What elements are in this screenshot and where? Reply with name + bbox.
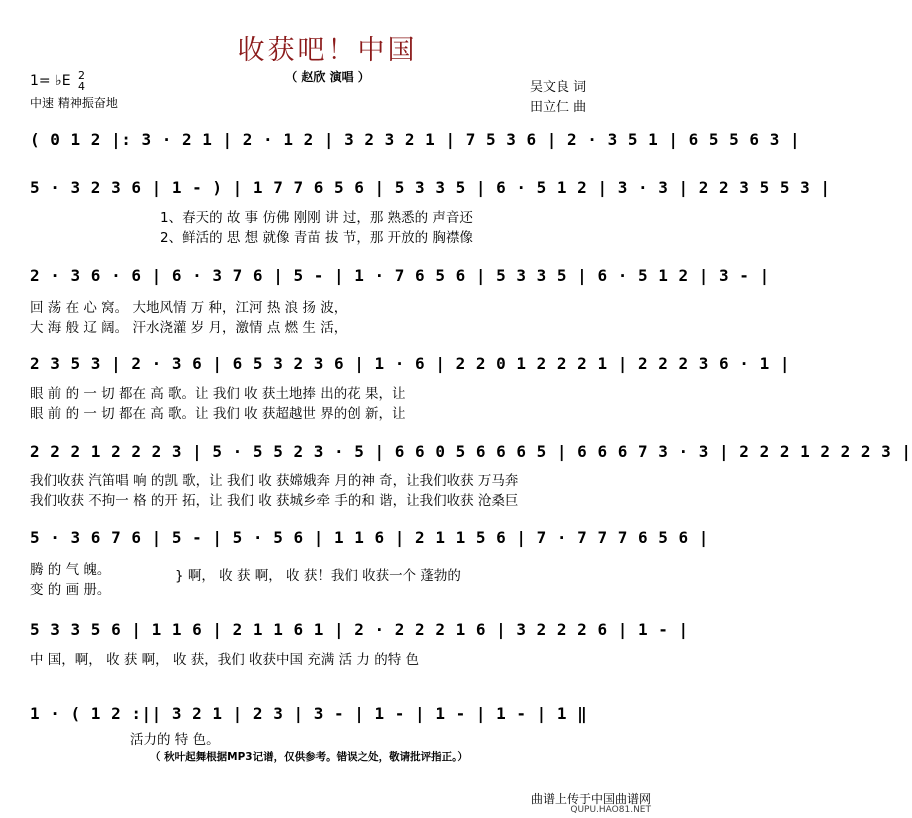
lyric-line-6a: 腾 的 气 魄。 (30, 562, 111, 578)
score-line-8: 1 · ( 1 2 :|| 3 2 1 | 2 3 | 3 - | 1 - | 1 - | 1 - | 1 ‖ (30, 704, 588, 723)
lyric-line-6c: } 啊， 收 获 啊， 收 获！我们 收获一个 蓬勃的 (175, 568, 461, 584)
watermark-site: 曲谱上传于中国曲谱网 (530, 792, 651, 806)
score-line-2: 5 · 3 2 3 6 | 1 - ) | 1 7 7 6 5 6 | 5 3 3 5 | 6 · 5 1 2 | 3 · 3 | 2 2 3 5 5 3 | (30, 178, 831, 197)
lyric-line-7: 中 国，啊， 收 获 啊， 收 获，我们 收获中国 充满 活 力 的特 色 (30, 652, 419, 668)
time-bottom: 4 (78, 80, 85, 93)
score-line-4: 2 3 5 3 | 2 · 3 6 | 6 5 3 2 3 6 | 1 · 6 | 2 2 0 1 2 2 2 1 | 2 2 2 3 6 · 1 | (30, 354, 790, 373)
watermark-url: QUPU.HAO81.NET (570, 805, 651, 815)
page-title: 收获吧！中国 (237, 35, 418, 66)
singer-credit: （ 赵欣 演唱 ） (285, 70, 370, 84)
transcription-note: （ 秋叶起舞根据MP3记谱，仅供参考。错误之处，敬请批评指正。） (150, 751, 468, 763)
key-signature (30, 70, 85, 92)
score-line-1: ( 0 1 2 |: 3 · 2 1 | 2 · 1 2 | 3 2 3 2 1 | 7 5 3 6 | 2 · 3 5 1 | 6 5 5 6 3 | (30, 130, 801, 149)
lyric-line-5b: 我们收获 不拘一 格 的开 拓，让 我们 收 获城乡牵 手的和 谐，让我们收获 沧桑巨 (30, 493, 519, 509)
lyric-line-2b: 2、鲜活的 思 想 就像 青苗 拔 节，那 开放的 胸襟像 (160, 230, 473, 246)
lyric-line-3a: 回 荡 在 心 窝。 大地风情 万 种，江河 热 浪 扬 波， (30, 300, 348, 316)
time-top: 2 (78, 69, 85, 82)
tempo-marking: 中速 精神振奋地 (30, 96, 118, 110)
score-line-6: 5 · 3 6 7 6 | 5 - | 5 · 5 6 | 1 1 6 | 2 1 1 5 6 | 7 · 7 7 7 6 5 6 | (30, 528, 709, 547)
lyricist-credit: 吴文良 词 (530, 80, 587, 95)
lyric-line-4b: 眼 前 的 一 切 都在 高 歌。让 我们 收 获超越世 界的创 新，让 (30, 406, 406, 422)
lyric-line-5a: 我们收获 汽笛唱 响 的凯 歌，让 我们 收 获嫦娥奔 月的神 奇，让我们收获 万马奔 (30, 473, 519, 489)
lyric-line-4a: 眼 前 的 一 切 都在 高 歌。让 我们 收 获土地捧 出的花 果，让 (30, 386, 406, 402)
time-signature (78, 70, 85, 92)
score-line-3: 2 · 3 6 · 6 | 6 · 3 7 6 | 5 - | 1 · 7 6 5 6 | 5 3 3 5 | 6 · 5 1 2 | 3 - | (30, 266, 770, 285)
key-label: 1= ♭E (30, 73, 71, 89)
score-line-5: 2 2 2 1 2 2 2 3 | 5 · 5 5 2 3 · 5 | 6 6 0 5 6 6 6 5 | 6 6 6 7 3 · 3 | 2 2 2 1 2 2 2 3 | (30, 442, 912, 461)
lyric-line-6b: 变 的 画 册。 (30, 582, 111, 598)
lyric-line-8: 活力的 特 色。 (130, 732, 220, 748)
score-line-7: 5 3 3 5 6 | 1 1 6 | 2 1 1 6 1 | 2 · 2 2 2 1 6 | 3 2 2 2 6 | 1 - | (30, 620, 689, 639)
lyric-line-3b: 大 海 般 辽 阔。 汗水浇灌 岁 月，激情 点 燃 生 活， (30, 320, 348, 336)
lyric-line-2a: 1、春天的 故 事 仿佛 刚刚 讲 过，那 熟悉的 声音还 (160, 210, 473, 226)
composer-credit: 田立仁 曲 (530, 100, 587, 115)
